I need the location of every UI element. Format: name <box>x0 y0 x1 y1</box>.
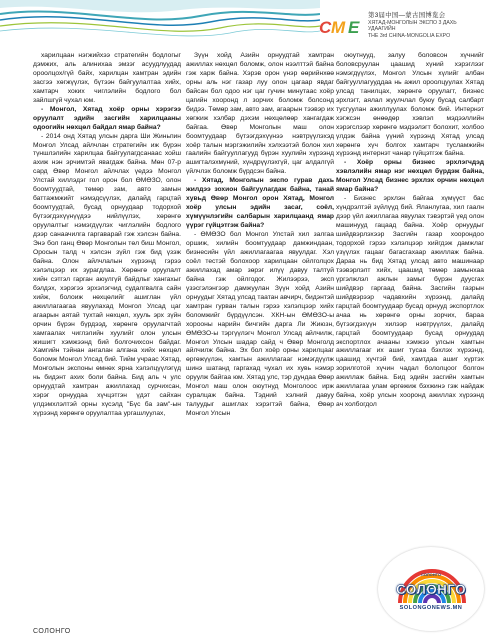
expo-title-en: THE 3rd CHINA-MONGOLIA EXPO <box>368 32 451 39</box>
article-paragraph: - ӨМӨЗО бол Монгол Улстай хил залгаа оршиж, хилийн боомтуудаар дамжиндаан, бизнесийн үйл ажиллагаагаа явуулдаг. Хэл соёл тестэй болохоор харилцаан ойлголцох ажиллахад амар зөрэг илүү давуу талтуй байна гэж ойлгодог. Жилээрээ, эксп үзэсгэлэнгээр дамжуулан Зүүн хойд Азийн орнуудыг Хятад улсад таатан авчирч, бидэнтэй хамтран гурван талын гэрээ хэлэлцээр хийх боломжийг бүрдүүлсэн. ХКН-ын ӨМӨЗО-ы хорооны нарийн бичгийн дарга Ли Жиюзн, ӨМӨЗО-ы тэргүүлэгч Монгол Улсад айлчилж, Монгол Улсын шадар сайд ч Өвөр Монголд айлчилж байна. Эх бол хоёр орны харилцааг өргөжүүлэн, хамтын ажиллагааг нэмэгдүүлж шинэ шатанд гаргахад чухал их хувь нэмэр оруулж байгаа юм. Хятад улс, тэр дундаа Өвөр Монгол маш олон оюутнуд Монголоос ирж суралцаж байна. Тэдний хэлний давуу талуудыг ашиглах хэрэгтэй байна, Өвөр Монгол Улсын <box>186 231 334 418</box>
page-footer: СОЛОНГО <box>33 628 71 635</box>
article-paragraph: харилцаан нэгжийхээ стратегийн бодлогыг дэмжих, аль алинихаа эмзэг асуудлуудад ороолцох/гүй байх, харилцан хамтран эдийн засгээ хөгжүүлэх, бүтээн байгуулалтаа хийх, хамтарч хоких чиглэлийн бодлого бол зайлшгүй чухал юм. <box>33 52 181 104</box>
article-column-1 <box>33 52 181 620</box>
interview-question: - Хоёр орны бизнес эрхлэгчдэд хэвлэлийн ямар нэг нөхцөл бүрдэж байна, Монгол Улсад бизнес эрхлэх орчин нөхцөл ямар байна? <box>336 159 484 194</box>
page-header <box>0 0 487 48</box>
svg-text:E: E <box>348 18 360 37</box>
expo-title-cn: 第3届中国—蒙古国博览会 <box>368 12 446 19</box>
svg-text:C: C <box>319 18 332 37</box>
article-paragraph: - Бизнес эрхлэн байгаа хүмүүст бас хүндрэлтэй зүйлүүд бий. Яланлугаа, хил гаалн дээр үйл ажиллагаа явуулах тэвэртэй үед олон машинууд гацаад байна. Хоёр орнуудыг шийдвэрлэхээр Засгийн газар хоорондоо тодорхой гэрээ хэлэлцээр хийгдэж дамжлаг үзүүлэх гацааг багасгахаар ажиллаж байна. Дараа нь бид Хятад улсад авто машинаар тээвэрлэлт хийх, цаашид төмөр замынхаа үргэлжлэл ажлын замыг бүрэн дуусгах шийдвэр гаргаад байна. Засгийн газрын шийдвэрээр чадавхийн хүрээнд, далайд гарцтай боомтуудаар бусад орнууд экспортлох ачаа нь хөрөнгө орны зорчих, бараа бүтээгдэхүүн хилээр нэвтрүүлэх, далайд гарцтай боомтуудаар бусад орнуудад экспортлох ачааны хэмжээ улсын хамтын ажиллагааг их ашиг тусаа бэхлэх хүрээнд, цаашид хүчтэй бий, хамтдаа ашиг хүртэх зорилготой хүчин чадал бололцоог болгон ажиллаж байна. Бид эдийн засгийн хамтын ажиллагаа улам өргөжиж бэхжинэ гэж найдаж байна, хоёр улсын хооронд ажиллах хүрээнд ач холбогдол <box>336 195 484 409</box>
expo-title <box>368 13 483 39</box>
article-column-2 <box>186 52 334 620</box>
interview-question: - Монгол, Хятад хоёр орны хэрэгээ оруулалт эдийн засгийн харилцааны одоогийн нөхцөл байдал ямар байна? <box>33 105 181 131</box>
svg-text:M: M <box>331 18 346 37</box>
badge-name: СОЛОНГО <box>395 582 467 597</box>
header-wave-decoration <box>0 0 320 48</box>
expo-logo <box>318 14 364 38</box>
article-paragraph: Зүүн хойд Азийн орнуудтай хамтран ажиллах нөхцөл боломж, олон нээлттэй байна гэж харж байна. Хэрэв орон үнэр өөрийнхөө орны аль нэг газар луу олон цагаар явдаг байсан бол одоо нэг цаг гучин минутаас хоёр цагийн хооронд л зорчих боломж болсонд бидээ. Төмөр зам, авто зам, агаарын тээвэр их хөгжиж хэлбар дэхэм нөхцөлөөр хангагдаж байгаа. Өвөр Монголын маш олон боомтуудаар бүтээгдэхүүнээ нэвтрүүлэхэд хоёр талын мэргэжилийн хэлхээтэй болон хил гаалийн байгууллагууд бүрэн хуулийн хүрээнд ашигталэхмүний, хүндрүүлэхгүй, цаг алдалгүй үйлчлэх боломж бүрдсэн байна. <box>186 52 334 176</box>
article-paragraph: оюутнууд, залуу боловсон хүчнийг боловсруулан цаашид хүний хэрэглээг нэмэгдүүлэх, Монгол Улсын хүлийг албан байгууллагууддаа нь ажил ороолцуулах Хятад улсад танилцах, хөрөнгө оруулагт, бизнес эрхлэгт, аялал жуулчлал буюу бусад салбарт тусгуулан ажиллуулах боломж бий. Интернэт хэгжсэн өнөөдөр хэвлэл мэдээллийн хэрэгслээр хөрөнгө мэдээлэгт болохит, холбоо үлдэж байна үүний хүрээнд Хятад улсад хөрөнгө хүч болгох хамтарч тусламжийн хүрээнд интернэт чанар гүйцэтгэж байна. <box>336 52 484 158</box>
badge-site: SOLONGONEWS.MN <box>399 605 463 611</box>
article-paragraph: - 2014 онд Хятад улсын дарга Ши Жиньпин Монгол Улсад айлчлан стратегийн иж бүрэн түншлэлийн харилцаа байгуулагдсанаас хойш ахиж нэн эрчимтэй явагдаж байна. Мөн 07-р сард Өвөр Монгол айлчлах үедээ Монгол Улстай хиллэдэг гол орон бол ӨМӨЗО, олон боомтуудтай, төмөр зам, авто замын баттажмжийт нэмэдсүүлэх, далайд гарцтай боомтуудтай, бусад орнуудаар тодорхой бүтээгдэхүүнүүдээ нийлүүлэх, хөрөнгө оруулалтыг нэмэгдүүлэх чиглэлийн бодлого дээр санаачилга гаргаварай гэж хэлсэн байна. Энэ бол ганц Өвөр Монголын төл биш Монгол, Оросын талд ч хэлсэн зүйл гэж бид үзэж байна. Олон айлчлалын хүрээнд гэрээ хэлэлцээр их зурагдлаа. Хөрөнгө оруулалт хийн сэтгэл гарган аюулгүй байдлыг хангахыг бэлдэх, хэрэгээ эрхэлэгчид судалгвалга сайн хийж, болоиж нөхцөлийг ашиглан үйл ажиллагаагаа явуулахад Монгол Улсад цаг агаарын аятай тухтай нөхцөл, хууль эрх зүйн орчин бүрэн бүрдээд, хөрөнгө оруулагчтай хамгаалах чиглэлийн хуулийг олон улсын жишигт хэмжээнд бий болгочихсон байдаг. Хамгийн тэйнан ангалан алгана хийх нөхцөл боломж Монгол Улсад бий. Тийм учраас Хятад, Монголын экспоны өмнөх ярна хэлэлцүүлэгүд нь бидэнт ахих боли байна. Бид аль ч улс орнуудтай хамтран ажиллахад сурчихсан, хэрэг орнуудаа хүчцэтгэн үдэт сайхан үлдэмхлэлтэй орны хүсэлд "Бүс ба зам"-ын хүрээнд хөрөнгө оруулалтаа ургашлуулах, <box>33 132 181 418</box>
article-column-3 <box>336 52 484 620</box>
expo-title-mn: ХЯТАД-МОНГОЛЫН ЭКСПО 3 ДАХЬ УДААГИЙН <box>368 19 457 32</box>
solongo-badge <box>376 545 486 633</box>
badge-tiny-label: СОЛОНГО <box>421 572 441 577</box>
interview-question: - Хятад, Монголын экспо гурав дахь жилдээ зохион байгуулагдаж байна, танай хувьд Өвөр Монгол орон Хятад, Монгол хоёр улсын эдийн засаг, соёл, хүмүүнлэгийн салбарын харилцаанд ямар үүрэг гүйцэтгэж байна? <box>186 177 334 230</box>
